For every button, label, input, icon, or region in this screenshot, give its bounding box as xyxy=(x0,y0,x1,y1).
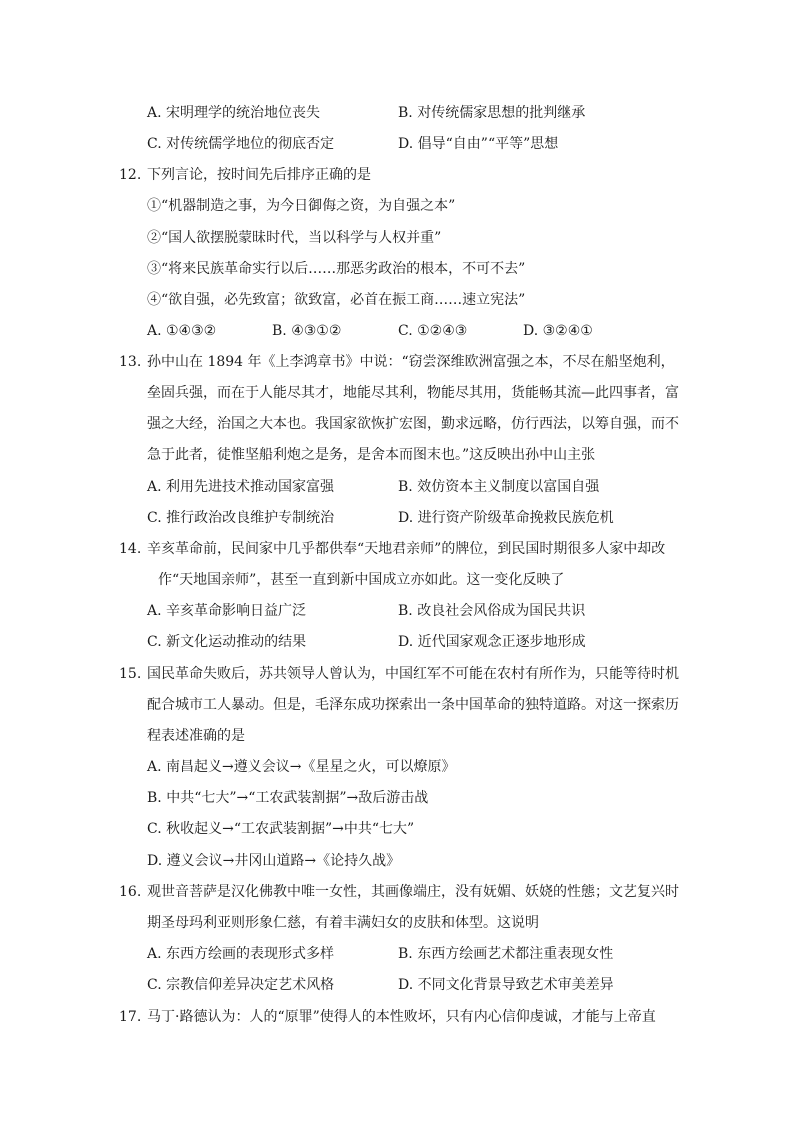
q13-stem-line-2: 垒固兵强，而在于人能尽其才，地能尽其利，物能尽其用，货能畅其流—此四事者，富 xyxy=(147,385,679,401)
q11-option-b: B. 对传统儒家思想的批判继承 xyxy=(398,105,586,121)
q13-number: 13. xyxy=(119,354,142,370)
q16-option-d: D. 不同文化背景导致艺术审美差异 xyxy=(398,977,614,993)
q15-option-d: D. 遵义会议→井冈山道路→《论持久战》 xyxy=(147,853,401,869)
q15-option-a: A. 南昌起义→遵义会议→《星星之火，可以燎原》 xyxy=(147,759,456,775)
q12-item-4: ④“欲自强，必先致富；欲致富，必首在振工商……速立宪法” xyxy=(147,292,526,308)
q14-option-a: A. 辛亥革命影响日益广泛 xyxy=(147,603,307,619)
q13-option-a: A. 利用先进技术推动国家富强 xyxy=(147,479,335,495)
q15-stem-line-1: 国民革命失败后，苏共领导人曾认为，中国红军不可能在农村有所作为，只能等待时机 xyxy=(147,666,679,682)
q16-option-c: C. 宗教信仰差异决定艺术风格 xyxy=(147,977,335,993)
q15-option-b: B. 中共“七大”→“工农武装割据”→敌后游击战 xyxy=(147,790,429,806)
q13-stem-line-1: 孙中山在 1894 年《上李鸿章书》中说：“窃尝深维欧洲富强之本，不尽在船坚炮利， xyxy=(147,354,675,370)
q11-option-c: C. 对传统儒学地位的彻底否定 xyxy=(147,136,335,152)
q14-option-d: D. 近代国家观念正逐步地形成 xyxy=(398,634,586,650)
q12-item-2: ②“国人欲摆脱蒙昧时代，当以科学与人权并重” xyxy=(147,230,442,246)
q14-stem-line-1: 辛亥革命前，民间家中几乎都供奉“天地君亲师”的牌位，到民国时期很多人家中却改 xyxy=(147,541,666,557)
q13-option-c: C. 推行政治改良维护专制统治 xyxy=(147,510,335,526)
q15-option-c: C. 秋收起义→“工农武装割据”→中共“七大” xyxy=(147,821,415,837)
q14-stem-line-2: 作“天地国亲师”，甚至一直到新中国成立亦如此。这一变化反映了 xyxy=(158,572,565,588)
q13-stem-line-4: 急于此者，徒惟坚船利炮之是务，是舍本而图末也。”这反映出孙中山主张 xyxy=(147,447,596,463)
q14-option-c: C. 新文化运动推动的结果 xyxy=(147,634,307,650)
q16-stem-line-1: 观世音菩萨是汉化佛教中唯一女性，其画像端庄，没有妩媚、妖娆的性態；文艺复兴时 xyxy=(147,884,679,900)
q12-stem: 下列言论，按时间先后排序正确的是 xyxy=(147,167,371,183)
q16-stem-line-2: 期圣母玛利亚则形象仁慈，有着丰满妇女的皮肤和体型。这说明 xyxy=(147,915,539,931)
q17-number: 17. xyxy=(119,1009,142,1025)
q12-option-d: D. ③②④① xyxy=(523,323,593,339)
q13-option-d: D. 进行资产阶级革命挽救民族危机 xyxy=(398,510,614,526)
q12-item-3: ③“将来民族革命实行以后……那恶劣政治的根本，不可不去” xyxy=(147,261,526,277)
q15-number: 15. xyxy=(119,666,142,682)
q11-option-a: A. 宋明理学的统治地位丧失 xyxy=(147,105,321,121)
q13-option-b: B. 效仿资本主义制度以富国自强 xyxy=(398,479,600,495)
q14-number: 14. xyxy=(119,541,142,557)
q15-stem-line-2: 配合城市工人暴动。但是，毛泽东成功探索出一条中国革命的独特道路。对这一探索历 xyxy=(147,697,679,713)
q12-number: 12. xyxy=(119,167,142,183)
q11-option-d: D. 倡导“自由”“平等”思想 xyxy=(398,136,559,152)
q14-option-b: B. 改良社会风俗成为国民共识 xyxy=(398,603,586,619)
q15-stem-line-3: 程表述准确的是 xyxy=(147,728,245,744)
q16-option-a: A. 东西方绘画的表现形式多样 xyxy=(147,946,335,962)
q17-stem-line-1: 马丁·路德认为：人的“原罪”使得人的本性败坏，只有内心信仰虔诚，才能与上帝直 xyxy=(147,1009,656,1025)
q12-option-c: C. ①②④③ xyxy=(398,323,468,339)
q16-number: 16. xyxy=(119,884,142,900)
q12-item-1: ①“机器制造之事，为今日御侮之资，为自强之本” xyxy=(147,198,456,214)
q12-option-a: A. ①④③② xyxy=(147,323,217,339)
q12-option-b: B. ④③①② xyxy=(272,323,342,339)
q13-stem-line-3: 强之大经，治国之大本也。我国家欲恢扩宏图，勤求远略，仿行西法，以筹自强，而不 xyxy=(147,416,679,432)
q16-option-b: B. 东西方绘画艺术都注重表现女性 xyxy=(398,946,614,962)
